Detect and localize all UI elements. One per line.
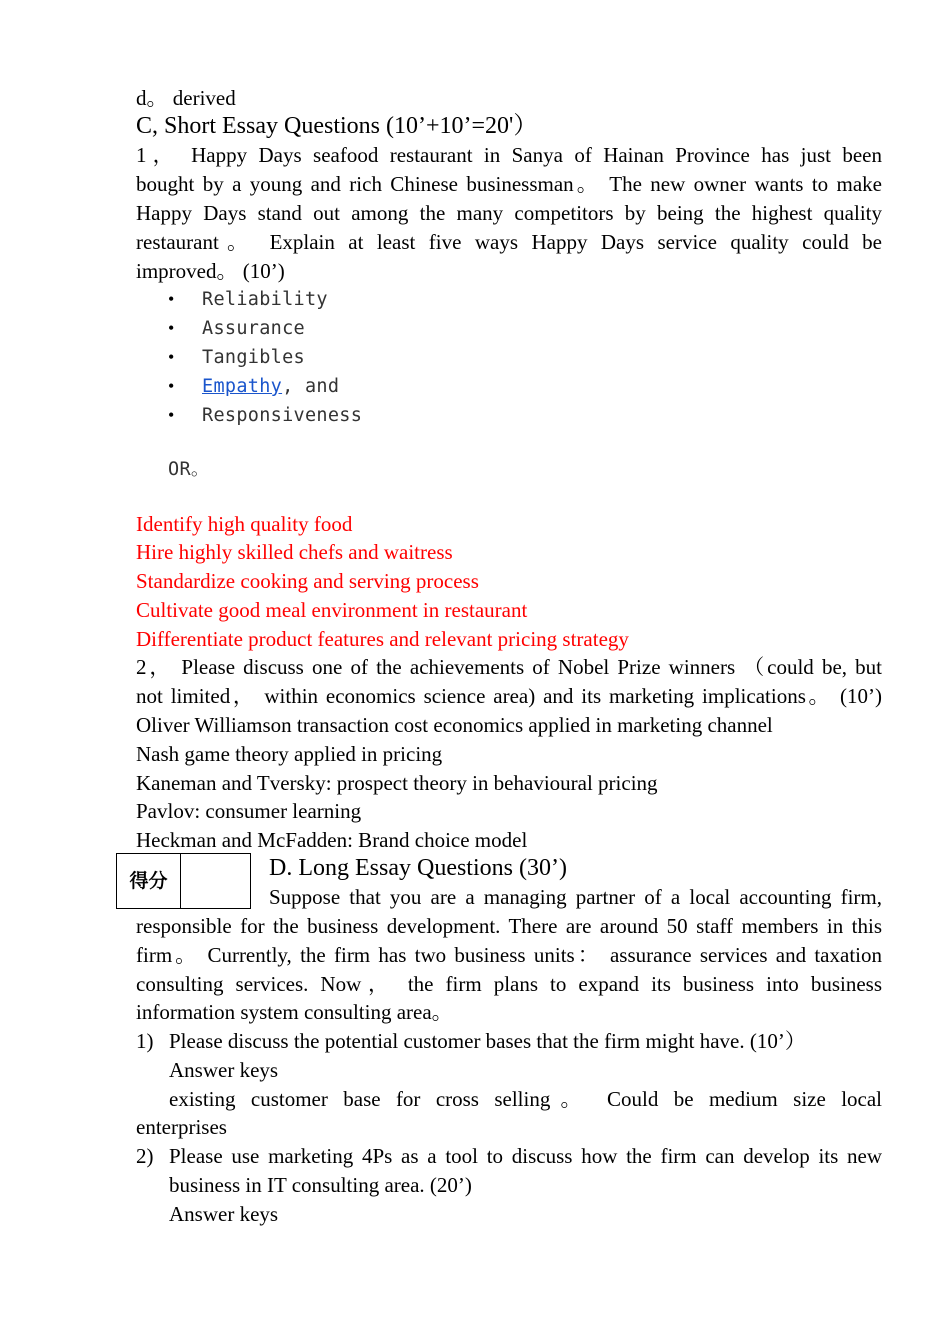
section-c-heading: C, Short Essay Questions (10’+10’=20'） [136, 113, 538, 139]
bullet-icon: • [168, 376, 175, 396]
red-answer-1: Identify high quality food [136, 512, 353, 536]
sub-question-1-text: Please discuss the potential customer bases that the firm might have. (10’） [169, 1029, 806, 1053]
sub-question-2-number: 2) [136, 1144, 154, 1168]
answer-keys-label-1: Answer keys [169, 1058, 279, 1082]
answer-key-1-line-1: existing customer base for cross selling。 Could be medium size local [169, 1087, 882, 1111]
sub-question-2-line-2: business in IT consulting area. (20’) [169, 1173, 472, 1197]
score-label: 得分 [117, 854, 181, 908]
bullet-icon: • [168, 405, 175, 425]
question-2-line-2: not limited， within economics science area) and its marketing implications。 (10’) [136, 684, 882, 708]
option-d-derived: d。 derived [136, 86, 236, 110]
bullet-item-responsiveness: Responsiveness [202, 405, 363, 426]
empathy-suffix: , and [282, 376, 340, 397]
section-d-line-5: information system consulting area。 [136, 1000, 453, 1024]
bullet-icon: • [168, 318, 175, 338]
question-2-line-1: 2， Please discuss one of the achievements of Nobel Prize winners （could be, but [136, 655, 882, 679]
red-answer-3: Standardize cooking and serving process [136, 569, 479, 593]
red-answer-4: Cultivate good meal environment in restaurant [136, 598, 528, 622]
bullet-item-reliability: Reliability [202, 289, 328, 310]
bullet-item-tangibles: Tangibles [202, 347, 305, 368]
score-value-cell[interactable] [181, 854, 250, 908]
answer-keys-label-2: Answer keys [169, 1202, 279, 1226]
bullet-icon: • [168, 347, 175, 367]
bullet-icon: • [168, 289, 175, 309]
answer-key-1-line-2: enterprises [136, 1115, 227, 1139]
section-d-line-4: consulting services. Now， the firm plans to expand its business into business [136, 972, 882, 996]
bullet-item-assurance: Assurance [202, 318, 305, 339]
red-answer-5: Differentiate product features and relevant pricing strategy [136, 627, 629, 651]
answer-2-item-4: Pavlov: consumer learning [136, 799, 362, 823]
section-d-line-3: firm。 Currently, the firm has two business units： assurance services and taxation [136, 943, 882, 967]
question-1-line-5: improved。 (10’) [136, 259, 285, 283]
section-d-line-2: responsible for the business development. There are around 50 staff members in this [136, 914, 882, 938]
question-1-line-4: restaurant。 Explain at least five ways Happy Days service quality could be [136, 230, 882, 254]
answer-2-item-2: Nash game theory applied in pricing [136, 742, 443, 766]
question-1-line-2: bought by a young and rich Chinese businessman。 The new owner wants to make [136, 172, 882, 196]
question-1-line-1: 1， Happy Days seafood restaurant in Sanya of Hainan Province has just been [136, 143, 882, 167]
question-1-line-3: Happy Days stand out among the many competitors by being the highest quality [136, 201, 882, 225]
section-d-line-1: Suppose that you are a managing partner of a local accounting firm, [269, 885, 882, 909]
score-box [116, 853, 251, 909]
sub-question-2-line-1: Please use marketing 4Ps as a tool to discuss how the firm can develop its new [169, 1144, 882, 1168]
or-label: OR。 [168, 459, 210, 480]
answer-2-item-1: Oliver Williamson transaction cost economics applied in marketing channel [136, 713, 773, 737]
sub-question-1-number: 1) [136, 1029, 154, 1053]
answer-2-item-3: Kaneman and Tversky: prospect theory in behavioural pricing [136, 771, 658, 795]
answer-2-item-5: Heckman and McFadden: Brand choice model [136, 828, 528, 852]
bullet-item-empathy [202, 372, 339, 401]
empathy-link[interactable]: Empathy [202, 376, 283, 397]
red-answer-2: Hire highly skilled chefs and waitress [136, 540, 453, 564]
section-d-heading: D. Long Essay Questions (30’) [269, 855, 567, 881]
